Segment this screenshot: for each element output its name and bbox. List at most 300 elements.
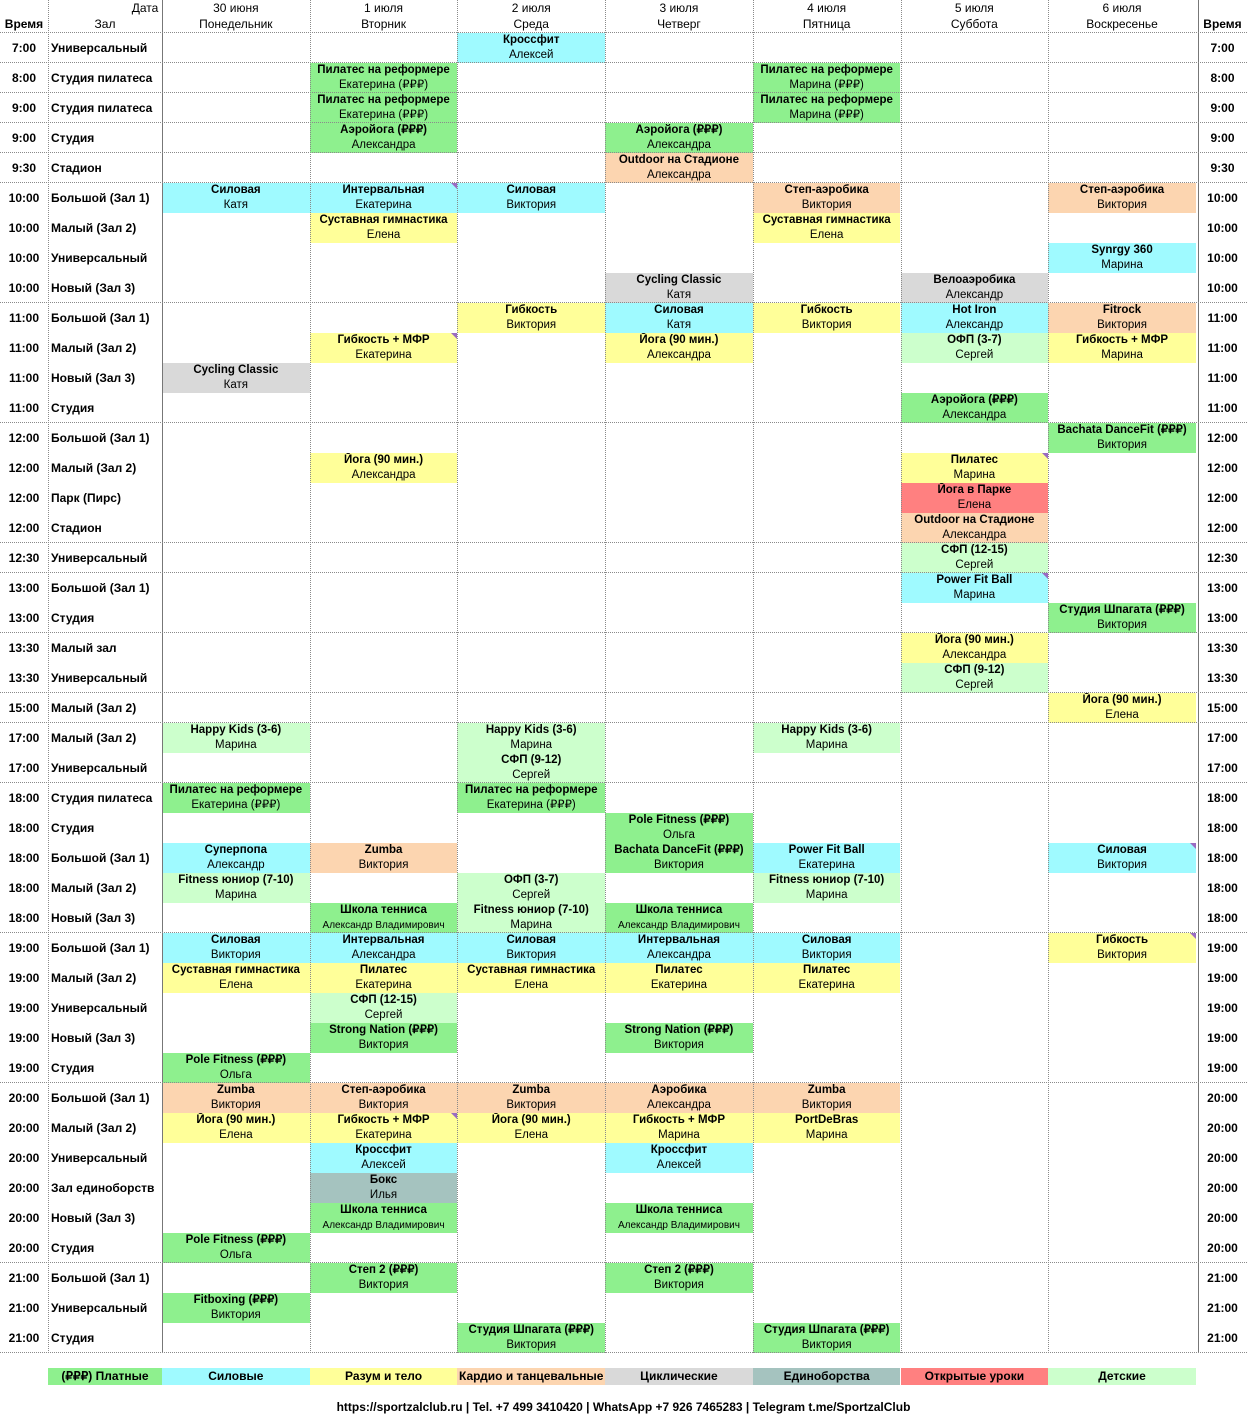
class-trainer: Виктория [1097, 319, 1147, 331]
class-slot[interactable] [310, 63, 458, 93]
row-room: Студия [51, 401, 95, 415]
class-slot[interactable] [457, 723, 605, 753]
class-slot[interactable] [457, 1113, 605, 1143]
class-title: Гибкость + МФР [632, 1114, 726, 1126]
group-divider [0, 62, 1247, 63]
class-title: Гибкость + МФР [1075, 334, 1169, 346]
legend-item: Единоборства [753, 1368, 901, 1385]
row-room: Студия [51, 1241, 95, 1255]
header-divider [0, 32, 1247, 33]
class-slot[interactable] [1048, 843, 1196, 873]
class-slot[interactable] [753, 963, 901, 993]
row-room: Малый (Зал 2) [51, 341, 137, 355]
class-title: Happy Kids (3-6) [781, 724, 873, 736]
class-trainer: Екатерина (₽₽₽) [339, 79, 429, 91]
class-title: СФП (12-15) [350, 994, 417, 1006]
class-slot[interactable] [901, 573, 1049, 603]
class-title: Йога (90 мин.) [491, 1114, 571, 1126]
class-title: Zumba [216, 1084, 255, 1096]
row-time: 12:00 [8, 521, 40, 535]
row-room: Зал единоборств [51, 1181, 155, 1195]
row-room: Студия [51, 131, 95, 145]
class-trainer: Екатерина [355, 1129, 412, 1141]
class-title: Пилатес на реформере [464, 784, 598, 796]
row-time: 13:00 [8, 611, 40, 625]
class-slot[interactable] [901, 513, 1049, 543]
class-slot[interactable] [457, 963, 605, 993]
row-time-right: 12:00 [1207, 491, 1238, 505]
column-divider [162, 0, 163, 1353]
class-trainer: Ольга [219, 1249, 252, 1261]
class-title: Студия Шпагата (₽₽₽) [468, 1324, 594, 1336]
row-time: 11:00 [8, 371, 40, 385]
class-slot[interactable] [753, 213, 901, 243]
row-room: Большой (Зал 1) [51, 581, 150, 595]
class-trainer: Елена [809, 229, 844, 241]
row-room: Большой (Зал 1) [51, 1091, 150, 1105]
row-time-right: 10:00 [1207, 281, 1238, 295]
class-slot[interactable] [162, 723, 310, 753]
class-trainer: Александра [646, 139, 711, 151]
class-trainer: Александра [942, 409, 1007, 421]
class-title: Степ-аэробика [784, 184, 869, 196]
row-time: 17:00 [8, 761, 40, 775]
class-slot[interactable] [162, 1083, 310, 1113]
class-title: Power Fit Ball [936, 574, 1013, 586]
class-title: Школа тенниса [340, 1204, 427, 1216]
class-slot[interactable] [310, 933, 458, 963]
row-time: 12:30 [8, 551, 40, 565]
class-slot[interactable] [1048, 603, 1196, 633]
class-trainer: Алексей [656, 1159, 702, 1171]
day-date-header: 1 июля [364, 1, 403, 15]
row-room: Новый (Зал 3) [51, 281, 136, 295]
note-marker-icon [1190, 933, 1196, 939]
class-title: СФП (9-12) [501, 754, 562, 766]
class-slot[interactable] [901, 303, 1049, 333]
row-room: Новый (Зал 3) [51, 371, 136, 385]
row-room: Новый (Зал 3) [51, 911, 136, 925]
class-slot[interactable] [162, 843, 310, 873]
class-trainer: Виктория [1097, 949, 1147, 961]
class-title: Гибкость [505, 304, 558, 316]
class-slot[interactable] [310, 213, 458, 243]
class-slot[interactable] [457, 183, 605, 213]
class-title: Strong Nation (₽₽₽) [624, 1024, 734, 1036]
class-slot[interactable] [901, 333, 1049, 363]
class-trainer: Марина [953, 589, 996, 601]
class-trainer: Виктория [1097, 859, 1147, 871]
class-slot[interactable] [753, 183, 901, 213]
class-trainer: Александр Владимирович [617, 1220, 740, 1231]
class-title: Fitness юниор (7-10) [178, 874, 294, 886]
day-name-header: Суббота [950, 17, 998, 31]
row-room: Большой (Зал 1) [51, 851, 150, 865]
class-slot[interactable] [901, 273, 1049, 303]
class-slot[interactable] [605, 303, 753, 333]
row-room: Универсальный [51, 1151, 148, 1165]
class-title: Кроссфит [502, 34, 560, 46]
class-title: Cycling Classic [636, 274, 722, 286]
class-trainer: Марина [658, 1129, 700, 1141]
row-time-right: 10:00 [1207, 221, 1238, 235]
day-name-header: Пятница [802, 17, 851, 31]
class-trainer: Екатерина [355, 979, 412, 991]
class-title: Студия Шпагата (₽₽₽) [1059, 604, 1185, 616]
class-slot[interactable] [310, 453, 458, 483]
legend-item: Кардио и танцевальные [459, 1369, 604, 1383]
class-slot[interactable] [162, 183, 310, 213]
class-slot[interactable] [162, 933, 310, 963]
class-slot[interactable] [753, 303, 901, 333]
row-time: 9:00 [11, 131, 37, 145]
row-room: Студия пилатеса [51, 101, 153, 115]
row-room: Стадион [51, 161, 102, 175]
class-trainer: Екатерина [650, 979, 708, 991]
class-slot[interactable] [310, 1023, 458, 1053]
row-room: Малый (Зал 2) [51, 971, 137, 985]
class-title: Outdoor на Стадионе [618, 154, 740, 166]
row-time: 13:30 [8, 671, 40, 685]
class-title: Кроссфит [650, 1144, 708, 1156]
class-slot[interactable] [605, 153, 753, 183]
class-title: Гибкость + МФР [337, 1114, 430, 1126]
class-trainer: Виктория [506, 1099, 557, 1111]
class-slot[interactable] [162, 1233, 310, 1263]
column-divider [901, 0, 902, 1353]
class-trainer: Виктория [801, 199, 852, 211]
row-time: 21:00 [8, 1331, 40, 1345]
class-trainer: Марина [215, 889, 257, 901]
class-title: Школа тенниса [340, 904, 427, 916]
row-time: 18:00 [8, 911, 40, 925]
class-title: Силовая [506, 934, 557, 946]
day-date-header: 4 июля [807, 1, 847, 15]
class-slot[interactable] [753, 1113, 901, 1143]
class-slot[interactable] [1048, 243, 1196, 273]
class-slot[interactable] [605, 1023, 753, 1053]
day-name-header: Воскресенье [1086, 17, 1158, 31]
class-trainer: Ольга [219, 1069, 252, 1081]
class-slot[interactable] [901, 453, 1049, 483]
class-slot[interactable] [457, 33, 605, 63]
row-time-right: 18:00 [1207, 911, 1238, 925]
class-slot[interactable] [901, 633, 1049, 663]
class-slot[interactable] [605, 1083, 753, 1113]
legend-item: Открытые уроки [901, 1368, 1049, 1385]
date-header-label: Дата [131, 1, 159, 15]
class-trainer: Алексей [361, 1159, 406, 1171]
row-time-right: 10:00 [1207, 191, 1238, 205]
class-slot[interactable] [901, 483, 1049, 513]
class-slot[interactable] [457, 903, 605, 933]
row-time-right: 17:00 [1207, 761, 1238, 775]
class-slot[interactable] [162, 363, 310, 393]
class-trainer: Марина [510, 739, 553, 751]
class-trainer: Марина [1101, 259, 1143, 271]
row-time-right: 21:00 [1207, 1331, 1238, 1345]
class-slot[interactable] [753, 873, 901, 903]
class-slot[interactable] [605, 1203, 753, 1233]
class-slot[interactable] [605, 1113, 753, 1143]
row-room: Студия пилатеса [51, 791, 153, 805]
class-slot[interactable] [605, 963, 753, 993]
row-room: Студия [51, 611, 95, 625]
class-slot[interactable] [162, 783, 310, 813]
class-trainer: Виктория [210, 1309, 261, 1321]
class-trainer: Елена [219, 1129, 253, 1141]
row-time: 19:00 [8, 971, 40, 985]
row-time-right: 13:30 [1207, 671, 1238, 685]
group-divider [0, 782, 1247, 783]
class-trainer: Катя [666, 289, 692, 301]
row-room: Малый (Зал 2) [51, 881, 137, 895]
class-slot[interactable] [753, 1083, 901, 1113]
row-room: Малый (Зал 2) [51, 731, 137, 745]
class-slot[interactable] [457, 1323, 605, 1353]
class-slot[interactable] [605, 1143, 753, 1173]
row-time-right: 11:00 [1207, 341, 1238, 355]
class-title: Школа тенниса [635, 1204, 723, 1216]
class-trainer: Елена [1105, 709, 1139, 721]
row-time-right: 21:00 [1207, 1271, 1238, 1285]
class-trainer: Александр [945, 319, 1004, 331]
class-slot[interactable] [162, 963, 310, 993]
class-slot[interactable] [753, 723, 901, 753]
class-title: Pole Fitness (₽₽₽) [185, 1054, 287, 1066]
row-room: Большой (Зал 1) [51, 191, 150, 205]
class-trainer: Сергей [512, 769, 551, 781]
class-slot[interactable] [1048, 183, 1196, 213]
class-trainer: Александра [351, 139, 416, 151]
class-trainer: Катя [223, 199, 249, 211]
row-time-right: 13:30 [1207, 641, 1238, 655]
row-room: Универсальный [51, 41, 148, 55]
class-title: Суставная гимнастика [467, 964, 596, 976]
row-time-right: 19:00 [1207, 971, 1238, 985]
class-trainer: Александра [351, 949, 416, 961]
row-room: Парк (Пирс) [51, 491, 121, 505]
row-time-right: 19:00 [1207, 941, 1238, 955]
class-title: Интервальная [637, 934, 720, 946]
class-trainer: Виктория [358, 1279, 409, 1291]
class-slot[interactable] [605, 813, 753, 843]
class-slot[interactable] [310, 123, 458, 153]
row-time: 18:00 [8, 881, 40, 895]
class-title: Пилатес [802, 964, 851, 976]
row-time-right: 9:00 [1210, 101, 1235, 115]
column-divider [1198, 0, 1199, 1353]
group-divider [0, 932, 1247, 933]
class-slot[interactable] [310, 1263, 458, 1293]
class-title: Силовая [211, 184, 261, 196]
contact-footer: https://sportzalclub.ru | Tel. +7 499 3410420 | WhatsApp +7 926 7465283 | Telegram t.me/SportzalClub [336, 1400, 911, 1414]
class-slot[interactable] [1048, 333, 1196, 363]
class-slot[interactable] [605, 843, 753, 873]
class-trainer: Виктория [210, 949, 261, 961]
row-room: Универсальный [51, 761, 148, 775]
class-title: Пилатес на реформере [169, 784, 303, 796]
class-title: СФП (12-15) [941, 544, 1008, 556]
day-name-header: Среда [513, 17, 549, 31]
class-slot[interactable] [753, 93, 901, 123]
column-divider [310, 0, 311, 1353]
group-divider [0, 692, 1247, 693]
class-title: Интервальная [342, 934, 425, 946]
row-time: 18:00 [8, 851, 40, 865]
class-trainer: Виктория [654, 1039, 704, 1051]
class-trainer: Виктория [358, 1099, 409, 1111]
class-slot[interactable] [753, 1323, 901, 1353]
class-slot[interactable] [310, 1203, 458, 1233]
class-title: ОФП (3-7) [503, 874, 559, 886]
class-title: Гибкость [800, 304, 853, 316]
row-time: 11:00 [8, 401, 40, 415]
class-title: Fitness юниор (7-10) [473, 904, 589, 916]
class-title: Пилатес на реформере [317, 64, 450, 76]
class-slot[interactable] [310, 903, 458, 933]
class-slot[interactable] [310, 843, 458, 873]
row-time: 13:30 [8, 641, 40, 655]
class-slot[interactable] [605, 1263, 753, 1293]
class-slot[interactable] [162, 873, 310, 903]
room-header-label: Зал [94, 17, 116, 31]
class-slot[interactable] [457, 753, 605, 783]
row-room: Универсальный [51, 551, 148, 565]
row-time-right: 13:00 [1207, 581, 1238, 595]
row-room: Малый зал [51, 641, 117, 655]
row-time-right: 20:00 [1207, 1211, 1238, 1225]
class-trainer: Марина [805, 889, 848, 901]
class-title: Аэройога (₽₽₽) [635, 124, 723, 136]
row-time-right: 18:00 [1207, 791, 1238, 805]
class-title: Пилатес [655, 964, 703, 976]
class-slot[interactable] [310, 963, 458, 993]
group-divider [0, 722, 1247, 723]
row-time: 15:00 [8, 701, 40, 715]
class-slot[interactable] [310, 993, 458, 1023]
legend-item: Детские [1048, 1368, 1196, 1385]
class-slot[interactable] [753, 933, 901, 963]
class-slot[interactable] [605, 903, 753, 933]
class-slot[interactable] [1048, 423, 1196, 453]
class-title: Strong Nation (₽₽₽) [329, 1024, 438, 1036]
class-title: Cycling Classic [193, 364, 279, 376]
class-trainer: Александр Владимирович [617, 920, 740, 931]
class-trainer: Виктория [1097, 619, 1147, 631]
class-slot[interactable] [310, 93, 458, 123]
class-trainer: Сергей [955, 559, 994, 571]
class-slot[interactable] [901, 663, 1049, 693]
class-trainer: Виктория [506, 319, 557, 331]
class-title: Fitboxing (₽₽₽) [193, 1294, 279, 1306]
class-slot[interactable] [605, 273, 753, 303]
class-title: PortDeBras [795, 1114, 859, 1126]
class-trainer: Виктория [801, 1339, 852, 1351]
class-title: Bachata DanceFit (₽₽₽) [1057, 424, 1187, 436]
row-time: 19:00 [8, 1061, 40, 1075]
row-time: 19:00 [8, 1001, 40, 1015]
class-trainer: Виктория [358, 1039, 409, 1051]
class-slot[interactable] [310, 333, 458, 363]
class-slot[interactable] [753, 843, 901, 873]
class-slot[interactable] [457, 1083, 605, 1113]
class-slot[interactable] [901, 393, 1049, 423]
row-time: 20:00 [8, 1151, 40, 1165]
time-header-label-right: Время [1203, 17, 1242, 31]
class-trainer: Екатерина [798, 979, 855, 991]
class-slot[interactable] [605, 333, 753, 363]
class-slot[interactable] [457, 873, 605, 903]
class-trainer: Виктория [1097, 439, 1147, 451]
class-title: Аэройога (₽₽₽) [930, 394, 1018, 406]
class-trainer: Александра [646, 349, 711, 361]
class-title: Пилатес [359, 964, 408, 976]
class-title: Пилатес на реформере [760, 94, 893, 106]
class-trainer: Елена [514, 1129, 548, 1141]
class-slot[interactable] [457, 303, 605, 333]
class-trainer: Ольга [663, 829, 695, 841]
row-time: 21:00 [8, 1301, 40, 1315]
class-title: Zumba [364, 844, 403, 856]
legend-item: (₽₽₽) Платные [48, 1368, 162, 1385]
row-time: 20:00 [8, 1211, 40, 1225]
class-title: Йога (90 мин.) [196, 1114, 276, 1126]
class-title: СФП (9-12) [944, 664, 1005, 676]
class-slot[interactable] [605, 123, 753, 153]
row-time-right: 20:00 [1207, 1241, 1238, 1255]
class-slot[interactable] [310, 1173, 458, 1203]
row-room: Универсальный [51, 1301, 148, 1315]
class-title: Суставная гимнастика [171, 964, 300, 976]
class-trainer: Александра [942, 649, 1007, 661]
class-slot[interactable] [310, 1113, 458, 1143]
class-slot[interactable] [310, 1083, 458, 1113]
row-room: Студия [51, 1331, 95, 1345]
class-slot[interactable] [605, 933, 753, 963]
class-trainer: Александра [646, 169, 711, 181]
row-time: 12:00 [8, 491, 40, 505]
row-time-right: 9:30 [1210, 161, 1235, 175]
class-trainer: Марина (₽₽₽) [789, 109, 864, 121]
group-divider [0, 1262, 1247, 1263]
row-time-right: 20:00 [1207, 1091, 1238, 1105]
class-title: Силовая [654, 304, 704, 316]
class-slot[interactable] [310, 1143, 458, 1173]
class-slot[interactable] [162, 1053, 310, 1083]
column-divider [605, 0, 606, 1353]
class-slot[interactable] [457, 933, 605, 963]
class-trainer: Виктория [801, 1099, 852, 1111]
row-room: Универсальный [51, 1001, 148, 1015]
class-slot[interactable] [1048, 303, 1196, 333]
class-slot[interactable] [162, 1113, 310, 1143]
day-name-header: Понедельник [199, 17, 273, 31]
class-slot[interactable] [1048, 693, 1196, 723]
class-slot[interactable] [901, 543, 1049, 573]
class-trainer: Екатерина [355, 199, 412, 211]
class-slot[interactable] [457, 783, 605, 813]
class-title: Суперпопа [204, 844, 268, 856]
row-room: Малый (Зал 2) [51, 701, 137, 715]
class-slot[interactable] [310, 183, 458, 213]
class-title: Happy Kids (3-6) [485, 724, 577, 736]
class-title: Пилатес на реформере [760, 64, 893, 76]
class-slot[interactable] [162, 1293, 310, 1323]
class-title: Fitness юниор (7-10) [769, 874, 885, 886]
class-slot[interactable] [1048, 933, 1196, 963]
class-slot[interactable] [753, 63, 901, 93]
